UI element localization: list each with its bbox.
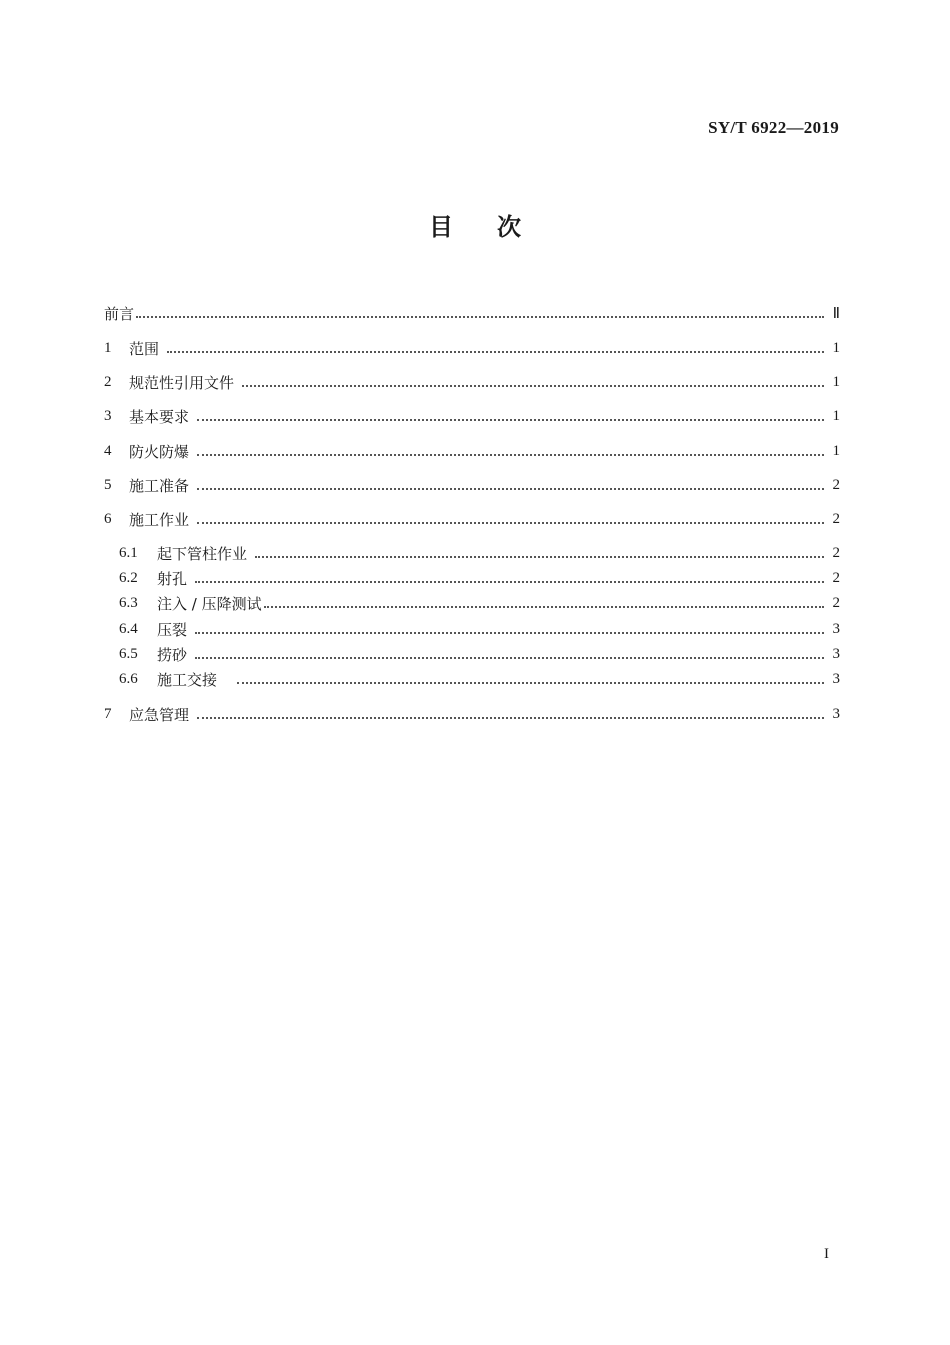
toc-entry-label: 施工交接 — [157, 670, 218, 689]
leader-dots — [255, 556, 824, 558]
toc-entry-number: 6 — [104, 510, 112, 527]
toc-entry-label: 注入 / 压降测试 — [157, 594, 262, 613]
toc-entry-3[interactable] — [104, 404, 840, 428]
toc-entry-number: 6.1 — [119, 544, 138, 561]
toc-entry-number: 6.2 — [119, 569, 138, 586]
toc-entry-6-3[interactable] — [119, 591, 840, 615]
toc-entry-label: 捞砂 — [157, 645, 188, 664]
toc-entry-page: 2 — [832, 510, 840, 527]
toc-entry-4[interactable] — [104, 439, 840, 463]
toc-entry-number: 6.3 — [119, 594, 138, 611]
toc-entry-label: 应急管理 — [129, 705, 190, 724]
toc-entry-6[interactable] — [104, 507, 840, 531]
toc-entry-label: 范围 — [129, 339, 160, 358]
toc-title-char-1: 目 — [429, 213, 453, 241]
toc-entry-number: 1 — [104, 339, 112, 356]
toc-entry-page: 3 — [832, 670, 840, 687]
toc-entry-number: 6.6 — [119, 670, 138, 687]
toc-entry-page: 1 — [832, 442, 840, 459]
leader-dots — [197, 717, 824, 719]
leader-dots — [237, 682, 824, 684]
toc-entry-page: 2 — [832, 569, 840, 586]
leader-dots — [195, 657, 824, 659]
toc-entry-page: 1 — [832, 339, 840, 356]
leader-dots — [264, 606, 824, 608]
toc-entry-number: 5 — [104, 476, 112, 493]
toc-entry-label: 压裂 — [157, 620, 188, 639]
toc-entry-page: 3 — [832, 620, 840, 637]
toc-entry-page: 2 — [832, 476, 840, 493]
toc-entry-label: 防火防爆 — [129, 442, 190, 461]
toc-entry-number: 6.5 — [119, 645, 138, 662]
toc-entry-number: 7 — [104, 705, 112, 722]
toc-entry-label: 前言 — [104, 304, 135, 323]
toc-entry-label: 规范性引用文件 — [129, 373, 235, 392]
leader-dots — [197, 522, 824, 524]
toc-entry-label: 射孔 — [157, 569, 188, 588]
toc-entry-2[interactable] — [104, 370, 840, 394]
toc-entry-5[interactable] — [104, 473, 840, 497]
toc-entry-label: 起下管柱作业 — [157, 544, 248, 563]
leader-dots — [197, 419, 824, 421]
leader-dots — [242, 385, 824, 387]
toc-entry-6-4[interactable] — [119, 617, 840, 641]
toc-entry-foreword[interactable] — [104, 301, 840, 325]
toc-entry-6-2[interactable] — [119, 566, 840, 590]
toc-entry-7[interactable] — [104, 702, 840, 726]
leader-dots — [167, 351, 824, 353]
toc-entry-number: 2 — [104, 373, 112, 390]
leader-dots — [197, 454, 824, 456]
toc-title — [0, 210, 950, 244]
toc-entry-6-1[interactable] — [119, 541, 840, 565]
toc-entry-page: 2 — [832, 594, 840, 611]
toc-entry-page: 1 — [832, 373, 840, 390]
toc-entry-page: Ⅱ — [832, 305, 840, 322]
toc-entry-6-5[interactable] — [119, 642, 840, 666]
toc-entry-page: 3 — [832, 705, 840, 722]
toc-entry-label: 施工作业 — [129, 510, 190, 529]
toc-entry-number: 3 — [104, 407, 112, 424]
toc-entry-page: 2 — [832, 544, 840, 561]
document-code: SY/T 6922—2019 — [708, 118, 839, 137]
leader-dots — [195, 632, 824, 634]
leader-dots — [197, 488, 824, 490]
leader-dots — [136, 316, 824, 318]
toc-entry-label: 施工准备 — [129, 476, 190, 495]
toc-title-char-2: 次 — [497, 213, 521, 241]
leader-dots — [195, 581, 824, 583]
toc-entry-page: 1 — [832, 407, 840, 424]
toc-entry-number: 4 — [104, 442, 112, 459]
toc-entry-label: 基本要求 — [129, 407, 190, 426]
footer-page-number: I — [824, 1246, 829, 1262]
toc-entry-page: 3 — [832, 645, 840, 662]
toc-entry-number: 6.4 — [119, 620, 138, 637]
toc-entry-6-6[interactable] — [119, 667, 840, 691]
toc-entry-1[interactable] — [104, 336, 840, 360]
